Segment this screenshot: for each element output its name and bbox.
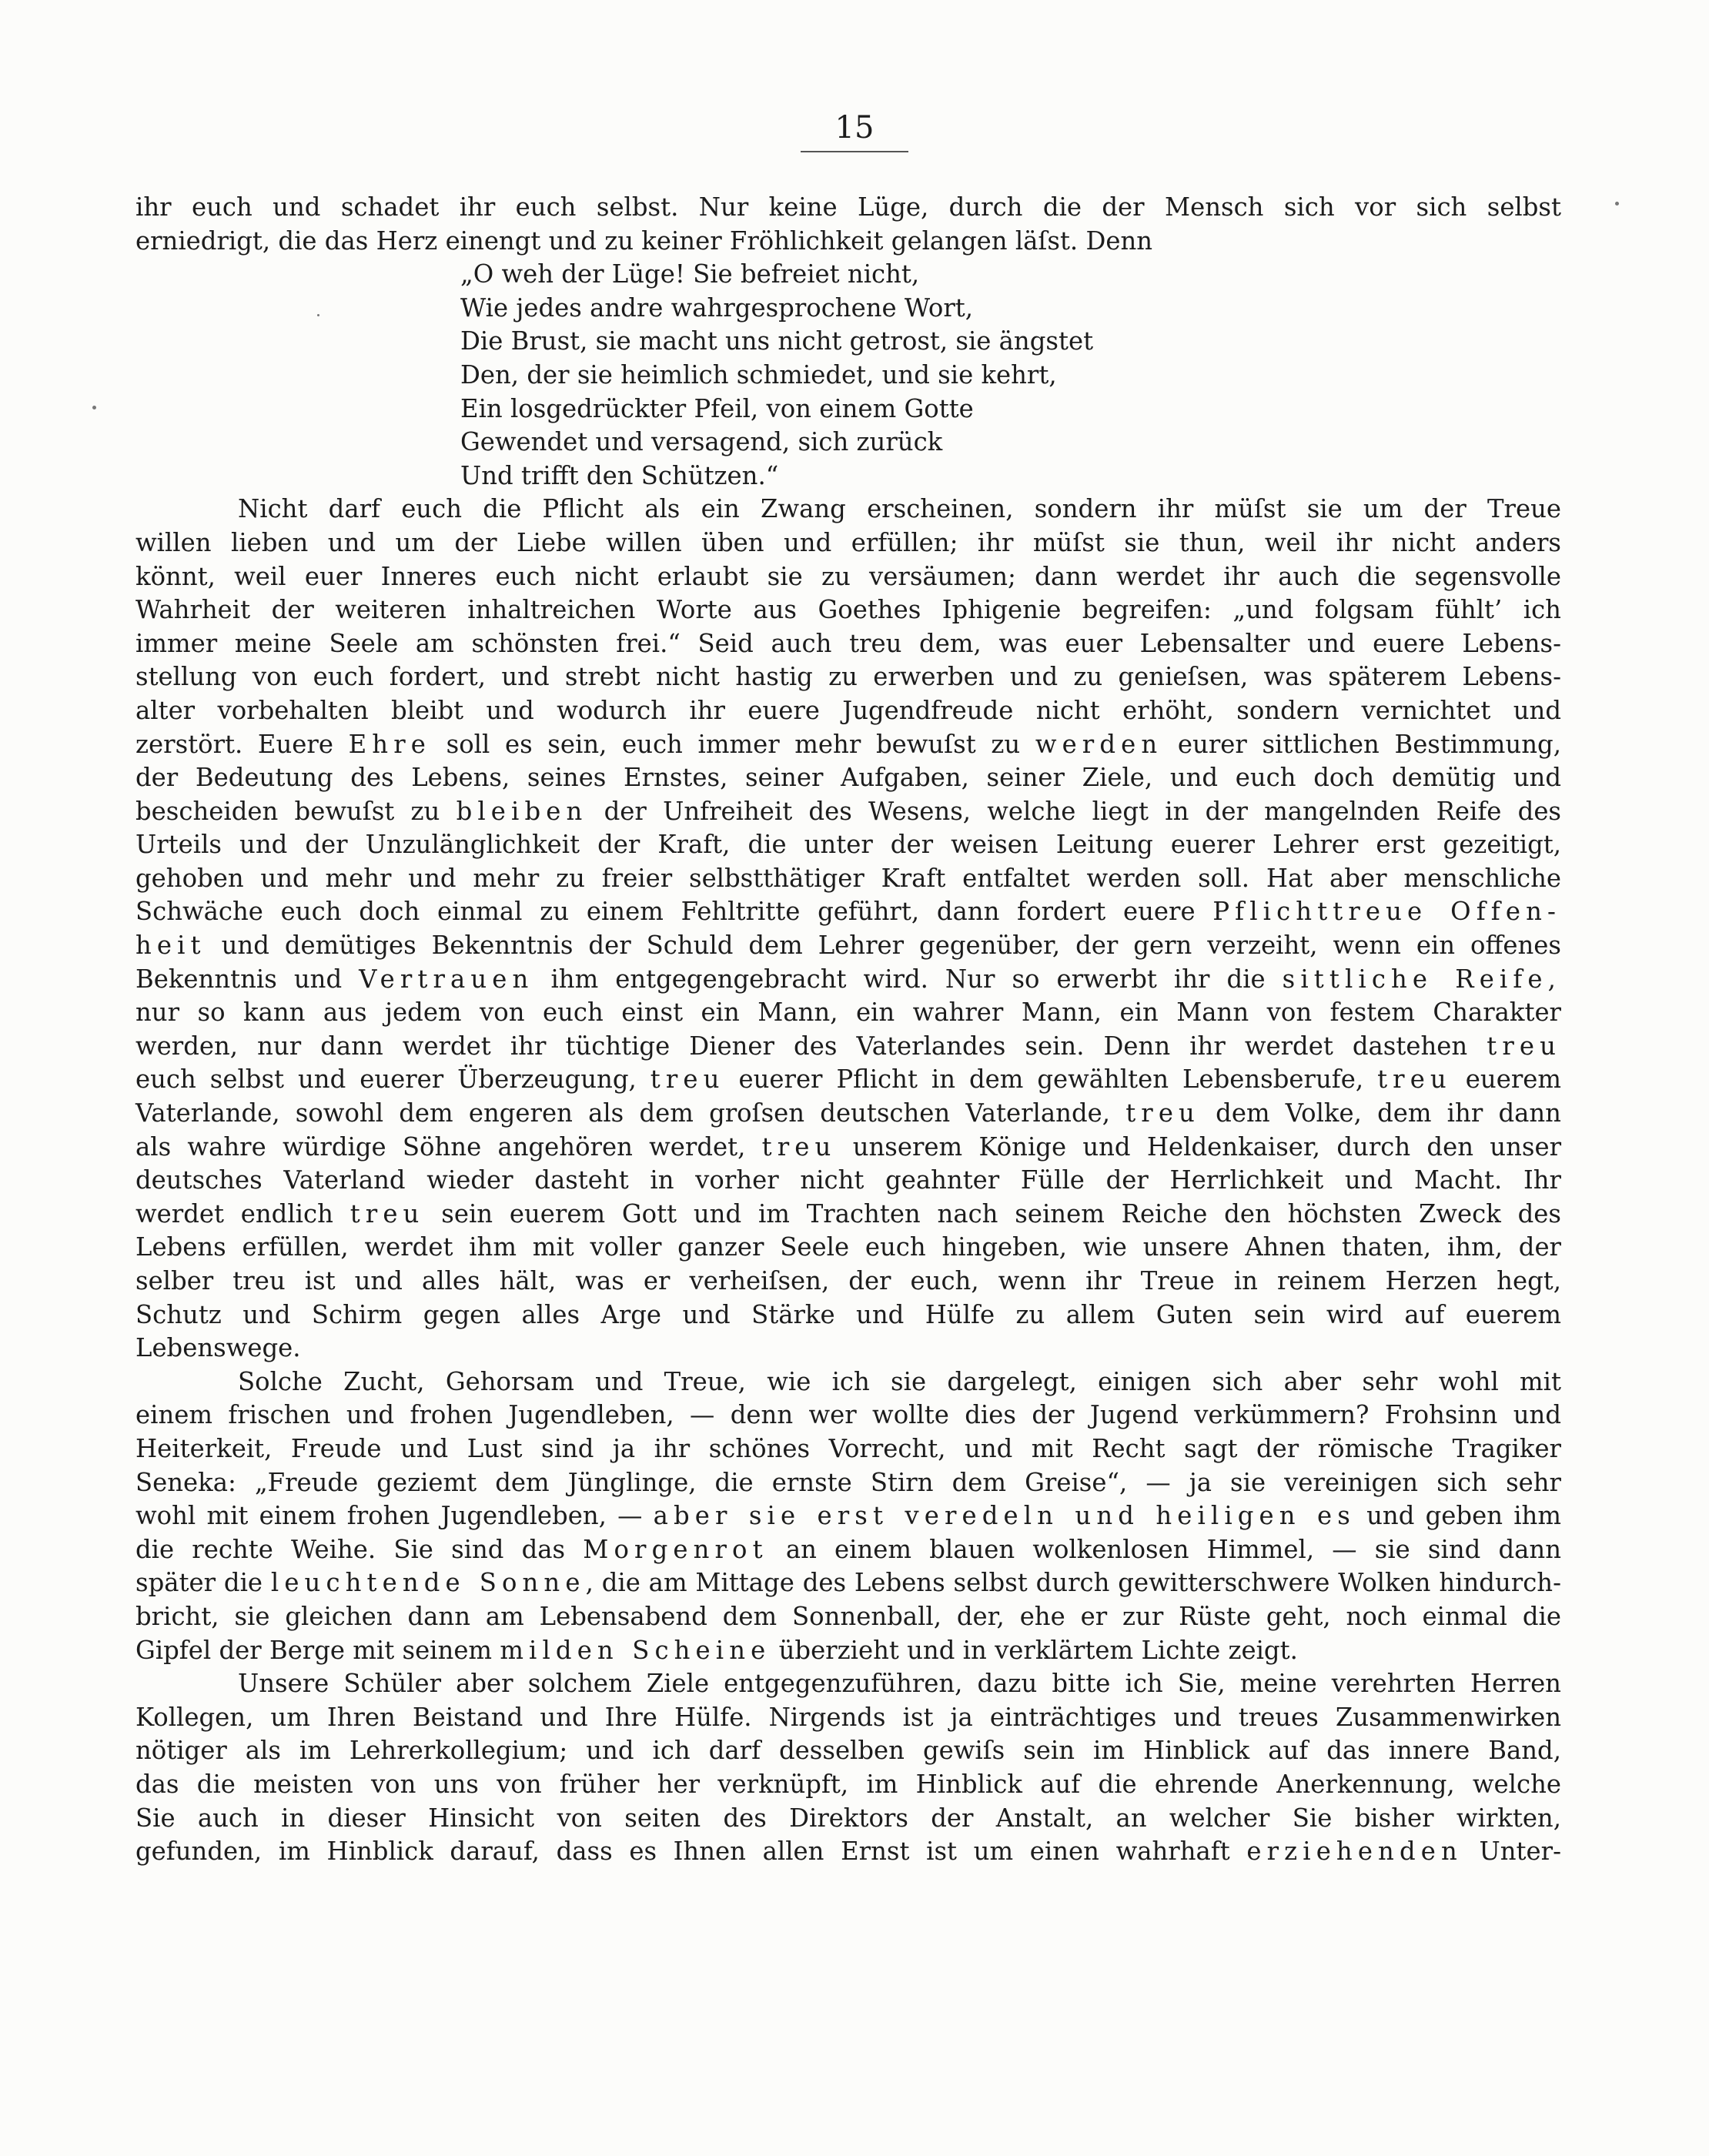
text-line: willen lieben und um der Liebe willen üben und erfüllen; ihr müſst sie thun, weil ihr nicht anders (135, 527, 1561, 557)
body-text (135, 191, 1561, 1869)
text-segment: zerstört. Euere (135, 729, 349, 759)
scan-speck (92, 406, 96, 409)
text-line (135, 1566, 1561, 1600)
spaced-emphasis: Vertrauen (359, 964, 534, 994)
text-line (135, 1835, 1561, 1869)
verse-line: Ein losgedrückter Pfeil, von einem Gotte (460, 393, 974, 423)
page-number: 15 (801, 108, 908, 152)
text-line: stellung von euch fordert, und strebt nicht hastig zu erwerben und zu genieſsen, was späterem Lebens- (135, 662, 1561, 692)
text-segment: an einem blauen wolkenlosen Himmel, — sie sind dann (768, 1534, 1562, 1564)
text-line: könnt, weil euer Inneres euch nicht erlaubt sie zu versäumen; dann werdet ihr auch die segensvolle (135, 561, 1561, 591)
spaced-emphasis: treu (761, 1131, 837, 1162)
text-line: Urteils und der Unzulänglichkeit der Kraft, die unter der weisen Leitung euerer Lehrer erst gezeitigt, (135, 830, 1561, 860)
text-line (135, 1198, 1561, 1232)
text-line (135, 1030, 1561, 1064)
text-line: Wahrheit der weiteren inhaltreichen Worte aus Goethes Iphigenie begreifen: „und folgsam fühlt’ ich (135, 595, 1561, 625)
scan-speck (317, 314, 319, 316)
spaced-emphasis: Ehre (348, 729, 431, 759)
text-line: Sie auch in dieser Hinsicht von seiten des Direktors der Anstalt, an welcher Sie bisher wirkten, (135, 1803, 1561, 1833)
spaced-emphasis: treu (349, 1198, 425, 1228)
text-segment: euch selbst und euerer Überzeugung, (135, 1065, 650, 1095)
text-segment: und demütiges Bekenntnis der Schuld dem Lehrer gegenüber, der gern verzeiht, wenn ein offenes (206, 931, 1561, 961)
text-segment: euerer Pflicht in dem gewählten Lebensberufe, (724, 1065, 1378, 1095)
spaced-emphasis: treu (650, 1065, 725, 1095)
text-segment: wohl mit einem frohen Jugendleben, — (135, 1501, 654, 1531)
text-segment: , die am Mittage des Lebens selbst durch gewitterschwere Wolken hindurch- (585, 1568, 1561, 1598)
text-line: Lebenswege. (135, 1333, 301, 1363)
text-segment: die rechte Weihe. Sie sind das (135, 1534, 584, 1564)
spaced-emphasis: milden Scheine (500, 1635, 771, 1665)
text-line: Seneka: „Freude geziemt dem Jünglinge, die ernste Stirn dem Greise“, — ja sie vereinigen sich sehr (135, 1467, 1561, 1497)
verse-line: „O weh der Lüge! Sie befreiet nicht, (460, 259, 920, 289)
text-segment: Gipfel der Berge mit seinem (135, 1635, 500, 1665)
text-line (135, 1533, 1561, 1567)
text-line: Nicht darf euch die Pflicht als ein Zwang erscheinen, sondern ihr müſst sie um der Treue (238, 494, 1561, 524)
text-line: Unsere Schüler aber solchem Ziele entgegenzuführen, dazu bitte ich Sie, meine verehrten Herren (238, 1669, 1561, 1699)
text-line: erniedrigt, die das Herz einengt und zu keiner Fröhlichkeit gelangen läſst. Denn (135, 226, 1153, 256)
verse-line: Gewendet und versagend, sich zurück (460, 427, 943, 457)
text-segment: werden, nur dann werdet ihr tüchtige Diener des Vaterlandes sein. Denn ihr werdet dastehen (135, 1031, 1487, 1061)
spaced-emphasis: aber sie erst veredeln und heiligen es (653, 1501, 1356, 1531)
text-line: der Bedeutung des Lebens, seines Ernstes, seiner Aufgaben, seiner Ziele, und euch doch demütig und (135, 763, 1561, 793)
text-line (135, 1063, 1561, 1097)
spaced-emphasis: bleiben (456, 796, 588, 826)
text-line: ihr euch und schadet ihr euch selbst. Nur keine Lüge, durch die der Mensch sich vor sich selbst (135, 192, 1561, 222)
text-line: bricht, sie gleichen dann am Lebensabend dem Sonnenball, der, ehe er zur Rüste geht, noch einmal die (135, 1601, 1561, 1631)
text-line (135, 1131, 1561, 1165)
spaced-emphasis: sittliche Reife, (1282, 964, 1562, 994)
text-line (135, 795, 1561, 829)
text-segment: Schwäche euch doch einmal zu einem Fehltritte geführt, dann fordert euere (135, 897, 1213, 927)
text-segment: später die (135, 1568, 271, 1598)
text-segment: Unter- (1462, 1837, 1562, 1867)
text-segment: als wahre würdige Söhne angehören werdet, (135, 1131, 762, 1162)
text-line: Lebens erfüllen, werdet ihm mit voller ganzer Seele euch hingeben, wie unsere Ahnen thaten, ihm, der (135, 1232, 1561, 1262)
verse-line: Wie jedes andre wahrgesprochene Wort, (460, 292, 974, 323)
text-segment: ihm entgegengebracht wird. Nur so erwerbt ihr die (533, 964, 1283, 994)
scan-speck (1615, 202, 1619, 206)
spaced-emphasis: heit (135, 931, 206, 961)
verse-line: Die Brust, sie macht uns nicht getrost, sie ängstet (460, 326, 1094, 356)
text-segment: überzieht und in verklärtem Lichte zeigt. (771, 1635, 1298, 1665)
text-line: selber treu ist und alles hält, was er verheiſsen, der euch, wenn ihr Treue in reinem Herzen hegt, (135, 1266, 1561, 1295)
text-line (135, 728, 1561, 762)
text-segment: bescheiden bewuſst zu (135, 796, 457, 826)
text-line (135, 963, 1561, 997)
text-segment: Bekenntnis und (135, 964, 360, 994)
spaced-emphasis: leuchtende Sonne (270, 1568, 586, 1598)
text-segment: euerem (1451, 1065, 1562, 1095)
text-line: gehoben und mehr und mehr zu freier selbstthätiger Kraft entfaltet werden soll. Hat aber menschliche (135, 863, 1561, 893)
text-line: Solche Zucht, Gehorsam und Treue, wie ich sie dargelegt, einigen sich aber sehr wohl mit (238, 1366, 1561, 1396)
spaced-emphasis: Morgenrot (583, 1534, 768, 1564)
text-line (135, 1499, 1561, 1533)
text-line (135, 929, 1561, 963)
spaced-emphasis: treu (1377, 1065, 1452, 1095)
text-line: Kollegen, um Ihren Beistand und Ihre Hülfe. Nirgends ist ja einträchtiges und treues Zusammenwirken (135, 1702, 1561, 1732)
text-line: nötiger als im Lehrerkollegium; und ich darf desselben gewiſs sein im Hinblick auf das innere Band, (135, 1736, 1561, 1766)
text-line (135, 1634, 1561, 1668)
text-line: deutsches Vaterland wieder dasteht in vorher nicht geahnter Fülle der Herrlichkeit und Macht. Ihr (135, 1165, 1561, 1195)
spaced-emphasis: treu (1125, 1098, 1200, 1128)
text-line (135, 895, 1561, 929)
text-segment: sein euerem Gott und im Trachten nach seinem Reiche den höchsten Zweck des (424, 1198, 1561, 1228)
spaced-emphasis: Pflichttreue Offen- (1212, 897, 1561, 927)
spaced-emphasis: erziehenden (1246, 1837, 1463, 1867)
text-segment: gefunden, im Hinblick darauf, dass es Ihnen allen Ernst ist um einen wahrhaft (135, 1837, 1247, 1867)
text-segment: und geben ihm (1355, 1501, 1561, 1531)
verse-line: Und trifft den Schützen.“ (460, 460, 779, 490)
text-line: nur so kann aus jedem von euch einst ein Mann, ein wahrer Mann, ein Mann von festem Charakter (135, 998, 1561, 1028)
text-line (135, 1097, 1561, 1131)
text-segment: der Unfreiheit des Wesens, welche liegt in der mangelnden Reife des (587, 796, 1562, 826)
text-line: alter vorbehalten bleibt und wodurch ihr euere Jugendfreude nicht erhöht, sondern vernichtet und (135, 695, 1561, 725)
text-segment: unserem Könige und Heldenkaiser, durch den unser (836, 1131, 1562, 1162)
text-segment: Vaterlande, sowohl dem engeren als dem groſsen deutschen Vaterlande, (135, 1098, 1126, 1128)
text-segment: werdet endlich (135, 1198, 350, 1228)
text-segment: eurer sittlichen Bestimmung, (1162, 729, 1561, 759)
verse-line: Den, der sie heimlich schmiedet, und sie kehrt, (460, 359, 1057, 389)
text-line: einem frischen und frohen Jugendleben, — denn wer wollte dies der Jugend verkümmern? Frohsinn und (135, 1400, 1561, 1430)
spaced-emphasis: treu (1487, 1031, 1561, 1061)
text-segment: dem Volke, dem ihr dann (1199, 1098, 1561, 1128)
spaced-emphasis: werden (1035, 729, 1163, 759)
text-line: das die meisten von uns von früher her verknüpft, im Hinblick auf die ehrende Anerkennung, welche (135, 1769, 1561, 1799)
text-line: Schutz und Schirm gegen alles Arge und Stärke und Hülfe zu allem Guten sein wird auf euerem (135, 1299, 1561, 1329)
text-segment: soll es sein, euch immer mehr bewuſst zu (430, 729, 1035, 759)
text-line: immer meine Seele am schönsten frei.“ Seid auch treu dem, was euer Lebensalter und euere Lebens- (135, 628, 1561, 658)
text-line: Heiterkeit, Freude und Lust sind ja ihr schönes Vorrecht, und mit Recht sagt der römische Tragiker (135, 1433, 1561, 1463)
